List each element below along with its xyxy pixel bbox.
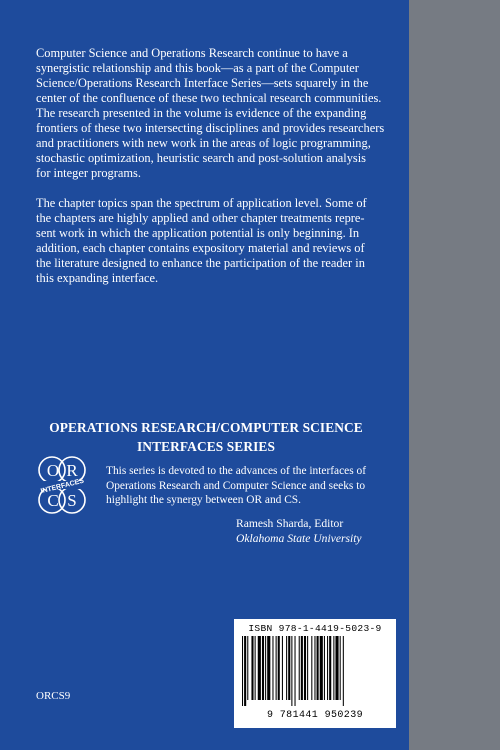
series-editor	[236, 516, 406, 546]
barcode-bar	[276, 636, 277, 700]
barcode-bar	[278, 636, 280, 700]
text-line: the literature designed to enhance the participation of the reader in	[36, 256, 365, 270]
text-line: and practitioners with new work in the areas of logic programming,	[36, 136, 371, 150]
barcode-bar	[251, 636, 253, 700]
text-line: Science/Operations Research Interface Series—sets squarely in the	[36, 76, 369, 90]
text-line: highlight the synergy between OR and CS.	[106, 494, 301, 506]
barcode-bar	[272, 636, 273, 700]
text-line: for integer programs.	[36, 166, 141, 180]
barcode-bar	[282, 636, 283, 700]
spine-strip	[409, 0, 500, 750]
barcode-bar	[314, 636, 315, 700]
catalog-code: ORCS9	[36, 690, 71, 702]
barcode-bar	[317, 636, 319, 700]
text-line: this expanding interface.	[36, 271, 159, 285]
barcode-bar	[262, 636, 264, 700]
barcode-bar	[301, 636, 303, 700]
text-line: the chapters are highly applied and other chapter treatments repre-	[36, 211, 365, 225]
barcode-bar	[324, 636, 325, 700]
text-line: This series is devoted to the advances of the interfaces of	[106, 465, 366, 477]
orcs-logo	[32, 454, 92, 516]
barcode-bar	[327, 636, 328, 700]
text-line: addition, each chapter contains expository material and reviews of	[36, 241, 365, 255]
barcode-bar	[295, 636, 296, 706]
svg-text:INTERFACES: INTERFACES	[40, 477, 85, 496]
barcode-bar	[265, 636, 266, 700]
barcode-bar	[247, 636, 248, 700]
barcode-bar	[258, 636, 261, 700]
svg-text:S: S	[67, 491, 77, 510]
text-line: stochastic optimization, heuristic search and post-solution analysis	[36, 151, 367, 165]
description-paragraph-2	[36, 196, 396, 286]
series-description	[106, 464, 406, 508]
barcode-bar	[244, 636, 246, 706]
series-title-line-2: INTERFACES SERIES	[136, 439, 275, 454]
barcode-bar	[291, 636, 292, 706]
description-paragraph-1	[36, 46, 396, 181]
barcode-bar	[307, 636, 308, 700]
svg-text:O: O	[46, 461, 60, 480]
barcode-bar	[255, 636, 256, 700]
barcode-bar	[320, 636, 323, 700]
text-line: Computer Science and Operations Research continue to have a	[36, 46, 348, 60]
barcode-icon	[240, 636, 390, 706]
editor-affiliation: Oklahoma State University	[236, 532, 362, 545]
text-line: The research presented in the volume is evidence of the expanding	[36, 106, 367, 120]
series-title	[36, 418, 376, 456]
text-line: sent work in which the application potential is only beginning. In	[36, 226, 360, 240]
barcode-bar	[311, 636, 312, 700]
text-line: frontiers of these two intersecting disciplines and provides researchers	[36, 121, 385, 135]
svg-text:R: R	[66, 461, 78, 480]
editor-name: Ramesh Sharda, Editor	[236, 517, 344, 530]
series-title-line-1: OPERATIONS RESEARCH/COMPUTER SCIENCE	[49, 420, 363, 435]
barcode-bar	[299, 636, 300, 700]
text-line: center of the confluence of these two technical research communities.	[36, 91, 382, 105]
text-line: The chapter topics span the spectrum of application level. Some of	[36, 196, 367, 210]
barcode-bar	[340, 636, 341, 700]
barcode-bar	[288, 636, 290, 700]
isbn-number: ISBN 978-1-4419-5023-9	[248, 623, 382, 634]
text-line: Operations Research and Computer Science and seeks to	[106, 479, 366, 492]
barcode-bar	[329, 636, 331, 700]
barcode-digits: 9 781441 950239	[266, 710, 363, 721]
barcode-bar	[242, 636, 243, 706]
barcode-bar	[286, 636, 287, 700]
svg-text:C: C	[47, 491, 59, 510]
barcode-bar	[335, 636, 338, 700]
isbn-barcode-box	[234, 619, 396, 728]
barcode-bar	[343, 636, 344, 706]
description-block	[36, 46, 396, 286]
text-line: synergistic relationship and this book—as a part of the Computer	[36, 61, 359, 75]
barcode-bar	[267, 636, 270, 700]
barcode-bar	[304, 636, 306, 700]
barcode-bar	[333, 636, 334, 700]
